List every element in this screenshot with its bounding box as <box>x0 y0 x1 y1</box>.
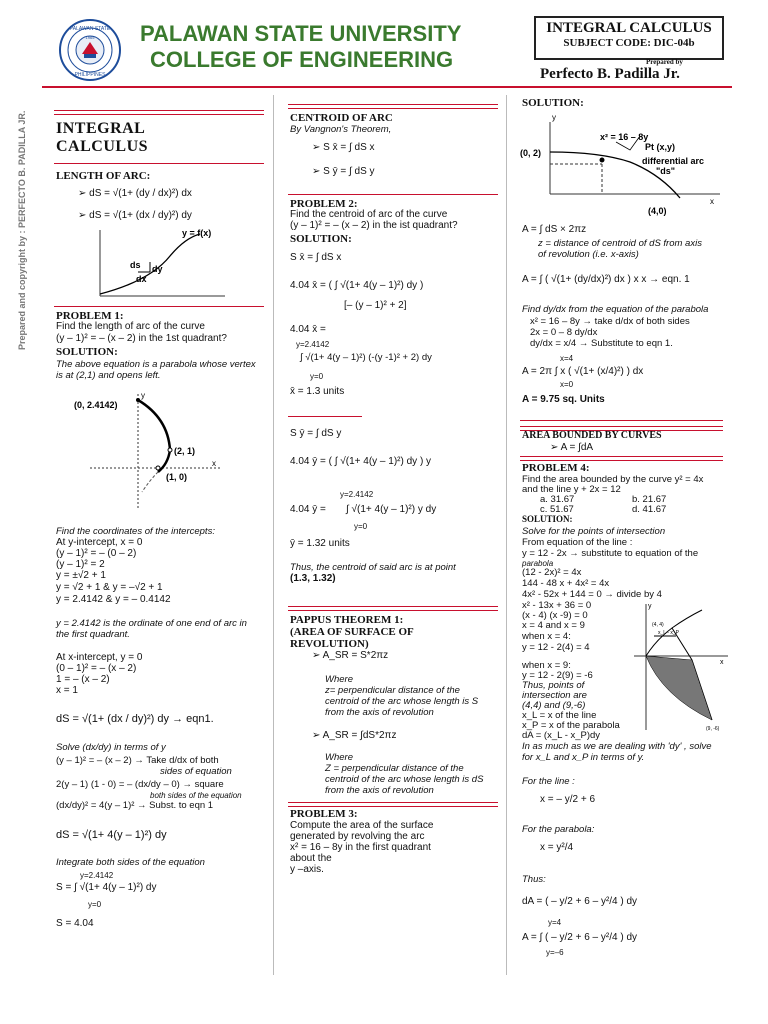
integral: S = ∫ √(1+ 4(y – 1)²) dy <box>56 882 157 893</box>
formula: ➢ A = ∫dA <box>550 442 594 453</box>
step-text: 4x² - 52x + 144 = 0 → divide by 4 <box>522 589 662 600</box>
formula-text: A_SR = S*2πz <box>322 650 389 661</box>
rule <box>54 110 264 115</box>
step-text: (4,4) and (9,-6) <box>522 700 586 711</box>
limit-lower: y=–6 <box>546 948 564 957</box>
choice: a. 31.67 <box>540 494 575 505</box>
step-text: when x = 4: <box>522 631 571 642</box>
step-text: Solve for the points of intersection <box>522 526 666 537</box>
formula: ➢ S x̄ = ∫ dS x <box>312 142 375 153</box>
fig-dx-label: dx <box>136 274 147 284</box>
step-text: (y – 1)² = – (x – 2) → Take d/dx of both <box>56 755 219 766</box>
definition-text: centroid of the arc whose length is S <box>325 696 479 707</box>
step-text: x = 4 and x = 9 <box>522 620 585 631</box>
problem-1-heading: PROBLEM 1: <box>56 310 124 322</box>
equation: dA = ( – y/2 + 6 – y²/4 ) dy <box>522 896 638 907</box>
step-text: Integrate both sides of the equation <box>56 857 205 868</box>
step-text: dS = √(1+ 4(y – 1)²) dy <box>56 829 167 841</box>
problem-text: x² = 16 – 8y in the first quadrant <box>290 842 431 853</box>
step-text: x² - 13x + 36 = 0 <box>522 600 592 611</box>
solution-label: SOLUTION: <box>56 346 118 358</box>
step-text: At x-intercept, y = 0 <box>56 652 143 663</box>
section-title: INTEGRAL <box>56 120 146 137</box>
rule <box>288 194 498 195</box>
section-title: CALCULUS <box>56 138 149 155</box>
step-text: Find the coordinates of the intercepts: <box>56 526 215 537</box>
rule <box>520 456 723 461</box>
choice: d. 41.67 <box>632 504 667 515</box>
problem-text: (y – 1)² = – (x – 2) in the ist quadrant? <box>290 220 458 231</box>
formula-text: dS = √(1+ (dy / dx)²) dx <box>89 188 192 199</box>
step-text: of revolution (i.e. x-axis) <box>538 249 639 260</box>
step-text: y = 2.4142 is the ordinate of one end of arc in <box>56 618 247 629</box>
formula-text: dS = √(1+ (dx / dy)²) dy <box>89 210 192 221</box>
pappus-heading: PAPPUS THEOREM 1: <box>290 614 404 626</box>
graph-point-label: (4,0) <box>648 206 667 216</box>
graph-point-label: (0, 2) <box>520 148 542 158</box>
limit-upper: x=4 <box>560 354 574 363</box>
graph-note: differential arc <box>642 156 705 166</box>
svg-text:1965: 1965 <box>85 35 95 40</box>
result: S = 4.04 <box>56 918 94 929</box>
step-text: Find dy/dx from the equation of the parabola <box>522 304 709 315</box>
pappus-subheading: (AREA OF SURFACE OF <box>290 626 414 638</box>
formula-text: A = ∫dA <box>560 442 594 453</box>
author-name: Perfecto B. Padilla Jr. <box>540 66 680 82</box>
formula: ➢ A_SR = ∫dS*2πz <box>312 730 397 741</box>
step-text: 4.04 x̄ = ( ∫ √(1+ 4(y – 1)²) dy ) <box>290 280 424 291</box>
step-text: 2x = 0 – 8 dy/dx <box>530 327 598 338</box>
problem-text: Find the centroid of arc of the curve <box>290 209 448 220</box>
rule <box>520 420 723 421</box>
equation-1: A = ∫ ( √(1+ (dy/dx)²) dx ) x x → eqn. 1 <box>522 274 690 285</box>
fig-ds-label: ds <box>130 260 141 270</box>
fig-yfx-label: y = f(x) <box>182 228 212 238</box>
axis-y-label: y <box>552 113 556 122</box>
definition-text: centroid of the arc whose length is dS <box>325 774 484 785</box>
area-heading: AREA BOUNDED BY CURVES <box>522 430 662 441</box>
formula: ➢ S ȳ = ∫ dS y <box>312 166 375 177</box>
rule <box>288 416 362 417</box>
equation-1: dS = √(1+ (dx / dy)²) dy → eqn1. <box>56 713 214 725</box>
graph-point-label: (0, 2.4142) <box>74 400 118 410</box>
step-text: y = 12 - 2(4) = 4 <box>522 642 590 653</box>
step-text: 144 - 48 x + 4x² = 4x <box>522 578 610 589</box>
step-text: x = 1 <box>56 685 78 696</box>
step-text: for x_L and x_P in terms of y. <box>522 752 645 763</box>
definition-text: z= perpendicular distance of the <box>325 685 460 696</box>
choice: c. 51.67 <box>540 504 574 515</box>
limit-lower: y=0 <box>354 522 368 531</box>
integral: A = 2π ∫ x ( √(1+ (x/4)²) ) dx <box>522 366 644 377</box>
step-text: A = ∫ dS × 2πz <box>522 224 587 235</box>
equation: x = y²/4 <box>540 842 574 853</box>
area-graph <box>632 600 732 738</box>
axis-y-label: y <box>141 391 145 400</box>
step-text: From equation of the line : <box>522 537 633 548</box>
problem-text: Compute the area of the surface <box>290 820 434 831</box>
axis-y-label: y <box>648 603 652 610</box>
step-text: At y-intercept, x = 0 <box>56 537 143 548</box>
step-text: y = √2 + 1 & y = –√2 + 1 <box>56 582 163 593</box>
conclusion-point: (1.3, 1.32) <box>290 573 336 584</box>
definition-text: from the axis of revolution <box>325 707 434 718</box>
arc-heading: LENGTH OF ARC: <box>56 170 151 182</box>
surface-graph <box>520 112 730 222</box>
step-text: For the parabola: <box>522 824 595 835</box>
definition-text: Where <box>325 752 353 763</box>
step-text: [– (y – 1)² + 2] <box>344 300 407 311</box>
svg-text:PALAWAN STATE: PALAWAN STATE <box>69 26 111 32</box>
limit-upper: y=4 <box>548 918 562 927</box>
step-text: dy/dx = x/4 → Substitute to eqn 1. <box>530 338 673 349</box>
subject-code: SUBJECT CODE: DIC-04b <box>563 37 695 49</box>
step-text: y = 12 - 2x → substitute to equation of the <box>522 548 699 559</box>
graph-point-label: (9, -6) <box>706 726 720 732</box>
solution-label: SOLUTION: <box>290 233 352 245</box>
step-text: 4.04 ȳ = <box>290 504 326 515</box>
step-text: the first quadrant. <box>56 629 130 640</box>
fig-dy-label: dy <box>152 264 163 274</box>
choice: b. 21.67 <box>632 494 667 505</box>
equation: x = – y/2 + 6 <box>540 794 596 805</box>
course-box <box>534 16 724 60</box>
problem-text: (y – 1)² = – (x – 2) in the 1st quadrant? <box>56 333 227 344</box>
formula-text: A_SR = ∫dS*2πz <box>322 730 397 741</box>
step-text: intersection are <box>522 690 587 701</box>
column-divider <box>273 95 274 975</box>
formula: ➢ dS = √(1+ (dy / dx)²) dx <box>78 188 192 199</box>
limit-lower: y=0 <box>310 372 324 381</box>
step-text: y = 12 - 2(9) = -6 <box>522 670 593 681</box>
graph-note: "ds" <box>656 166 676 176</box>
step-text: 4.04 ȳ = ( ∫ √(1+ 4(y – 1)²) dy ) y <box>290 456 432 467</box>
step-text: z = distance of centroid of dS from axis <box>538 238 702 249</box>
step-text: S x̄ = ∫ dS x <box>290 252 342 263</box>
problem-3-heading: PROBLEM 3: <box>290 808 358 820</box>
problem-2-heading: PROBLEM 2: <box>290 198 358 210</box>
header-rule <box>42 86 732 88</box>
step-text: Solve (dx/dy) in terms of y <box>56 742 166 753</box>
prepared-label: Prepared by <box>646 58 683 66</box>
step-text: (dx/dy)² = 4(y – 1)² → Subst. to eqn 1 <box>56 800 214 811</box>
parabola-graph <box>70 388 250 510</box>
step-text: (x - 4) (x -9) = 0 <box>522 610 588 621</box>
rule <box>54 163 264 164</box>
step-text: 4.04 x̄ = <box>290 324 326 335</box>
problem-text: Find the area bounded by the curve y² = 4x <box>522 474 704 485</box>
formula-text: S x̄ = ∫ dS x <box>323 142 375 153</box>
problem-text: Find the length of arc of the curve <box>56 321 205 332</box>
result: ȳ = 1.32 units <box>290 538 350 549</box>
limit-upper: y=2.4142 <box>296 340 330 349</box>
problem-text: y –axis. <box>290 864 324 875</box>
step-text: 2(y – 1) (1 - 0) = – (dx/dy – 0) → square <box>56 779 224 790</box>
problem-text: generated by revolving the arc <box>290 831 425 842</box>
step-text: 1 = – (x – 2) <box>56 674 110 685</box>
svg-text:PHILIPPINES: PHILIPPINES <box>74 72 106 78</box>
integral: A = ∫ ( – y/2 + 6 – y²/4 ) dy <box>522 932 638 943</box>
step-text: dA = (x_L - x_P)dy <box>522 730 601 741</box>
graph-point-label: Pt (x,y) <box>645 142 676 152</box>
rule <box>288 802 498 807</box>
limit-lower: x=0 <box>560 380 574 389</box>
step-text: y = ±√2 + 1 <box>56 570 106 581</box>
pappus-subheading: REVOLUTION) <box>290 638 369 650</box>
step-text: For the line : <box>522 776 575 787</box>
step-text: (0 – 1)² = – (x – 2) <box>56 663 137 674</box>
step-text: x_P = x of the parabola <box>522 720 620 731</box>
graph-point-label: (2, 1) <box>174 446 196 456</box>
step-text: In as much as we are dealing with 'dy' , solve <box>522 741 712 752</box>
copyright-side-text: Prepared and copyright by : PERFECTO B. PADILLA JR. <box>17 110 27 350</box>
step-text: when x = 9: <box>522 660 571 671</box>
integral: ∫ √(1+ 4(y – 1)²) y dy <box>346 504 437 515</box>
definition-text: from the axis of revolution <box>325 785 434 796</box>
step-text: x_L = x of the line <box>522 710 597 721</box>
graph-point-label: (1, 0) <box>166 472 188 482</box>
step-text: S ȳ = ∫ dS y <box>290 428 342 439</box>
solution-text: The above equation is a parabola whose vertex <box>56 359 256 370</box>
column-divider <box>506 95 507 975</box>
axis-x-label: x <box>710 197 714 206</box>
limit-lower: y=0 <box>88 900 102 909</box>
limit-upper: y=2.4142 <box>80 871 114 880</box>
solution-label: SOLUTION: <box>522 514 573 524</box>
graph-point-label: (4, 4) <box>652 622 664 628</box>
formula-text: S ȳ = ∫ dS y <box>323 166 375 177</box>
step-text: Thus, points of <box>522 680 585 691</box>
arc-figure <box>90 226 230 302</box>
step-text: sides of equation <box>160 766 232 777</box>
centroid-heading: CENTROID OF ARC <box>290 112 393 124</box>
step-text: y = 2.4142 & y = – 0.4142 <box>56 594 171 605</box>
problem-4-heading: PROBLEM 4: <box>522 462 590 474</box>
course-title: INTEGRAL CALCULUS <box>546 20 712 36</box>
step-text: x² = 16 – 8y → take d/dx of both sides <box>530 316 690 327</box>
step-text: Thus: <box>522 874 546 885</box>
step-text: both sides of the equation <box>150 791 242 800</box>
result: A = 9.75 sq. Units <box>522 394 605 405</box>
problem-text: and the line y + 2x = 12 <box>522 484 621 495</box>
formula: ➢ A_SR = S*2πz <box>312 650 389 661</box>
step-text: (12 - 2x)² = 4x <box>522 567 582 578</box>
theorem-text: By Vangnon's Theorem, <box>290 124 392 135</box>
step-text: (y – 1)² = – (0 – 2) <box>56 548 137 559</box>
step-text: parabola <box>522 559 554 568</box>
rule <box>54 306 264 307</box>
definition-text: Where <box>325 674 353 685</box>
solution-label: SOLUTION: <box>522 97 584 109</box>
university-name: PALAWAN STATE UNIVERSITY <box>140 21 462 46</box>
problem-text: about the <box>290 853 332 864</box>
rule <box>288 606 498 611</box>
solution-text: is at (2,1) and opens left. <box>56 370 161 381</box>
formula: ➢ dS = √(1+ (dx / dy)²) dy <box>78 210 192 221</box>
college-name: COLLEGE OF ENGINEERING <box>150 47 454 72</box>
step-text: (y – 1)² = 2 <box>56 559 105 570</box>
definition-text: Z = perpendicular distance of the <box>325 763 464 774</box>
integral: ∫ √(1+ 4(y – 1)²) (-(y -1)² + 2) dy <box>300 352 432 363</box>
graph-strip-label: x_L - x_P <box>658 630 679 636</box>
university-seal <box>58 18 122 82</box>
axis-x-label: x <box>720 659 724 666</box>
conclusion-text: Thus, the centroid of said arc is at point <box>290 562 456 573</box>
rule <box>288 104 498 109</box>
limit-upper: y=2.4142 <box>340 490 374 499</box>
result: x̄ = 1.3 units <box>290 386 345 397</box>
axis-x-label: x <box>212 459 216 468</box>
graph-eq-label: x² = 16 – 8y <box>600 132 649 142</box>
